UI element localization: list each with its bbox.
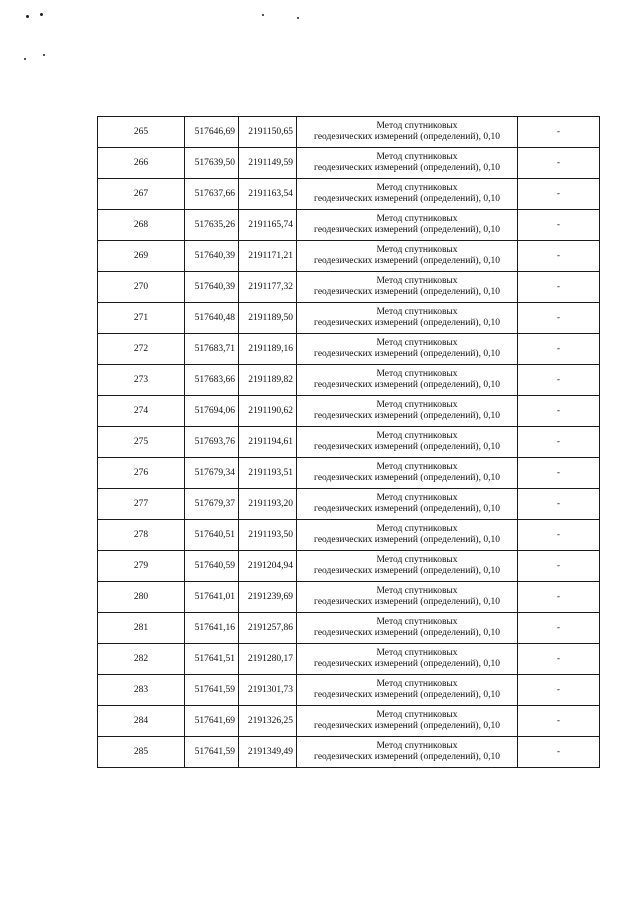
x-coordinate-cell: 517646,69 bbox=[185, 117, 239, 148]
table-row bbox=[98, 427, 600, 458]
method-line1: Метод спутниковых bbox=[376, 276, 458, 286]
table-row bbox=[98, 334, 600, 365]
point-number-cell: 281 bbox=[98, 613, 185, 644]
description-cell: - bbox=[518, 458, 600, 489]
point-number-cell: 271 bbox=[98, 303, 185, 334]
method-line1: Метод спутниковых bbox=[376, 617, 458, 627]
table-row bbox=[98, 272, 600, 303]
method-cell bbox=[297, 117, 518, 148]
scan-speck bbox=[40, 13, 43, 16]
table-row bbox=[98, 706, 600, 737]
method-cell bbox=[297, 210, 518, 241]
description-cell: - bbox=[518, 675, 600, 706]
x-coordinate-cell: 517641,01 bbox=[185, 582, 239, 613]
y-coordinate-cell: 2191189,16 bbox=[239, 334, 297, 365]
x-coordinate-cell: 517640,59 bbox=[185, 551, 239, 582]
description-cell: - bbox=[518, 582, 600, 613]
description-cell: - bbox=[518, 148, 600, 179]
table-row bbox=[98, 179, 600, 210]
method-cell bbox=[297, 551, 518, 582]
x-coordinate-cell: 517679,34 bbox=[185, 458, 239, 489]
y-coordinate-cell: 2191257,86 bbox=[239, 613, 297, 644]
x-coordinate-cell: 517639,50 bbox=[185, 148, 239, 179]
description-cell: - bbox=[518, 613, 600, 644]
method-line2: геодезических измерений (определений), 0,10 bbox=[314, 287, 500, 297]
x-coordinate-cell: 517683,66 bbox=[185, 365, 239, 396]
method-line1: Метод спутниковых bbox=[376, 369, 458, 379]
method-line2: геодезических измерений (определений), 0,10 bbox=[314, 411, 500, 421]
method-cell bbox=[297, 706, 518, 737]
y-coordinate-cell: 2191189,82 bbox=[239, 365, 297, 396]
description-cell: - bbox=[518, 520, 600, 551]
table-row bbox=[98, 613, 600, 644]
method-cell bbox=[297, 675, 518, 706]
method-cell bbox=[297, 737, 518, 768]
y-coordinate-cell: 2191280,17 bbox=[239, 644, 297, 675]
scan-speck bbox=[297, 17, 299, 19]
method-line1: Метод спутниковых bbox=[376, 710, 458, 720]
method-line2: геодезических измерений (определений), 0,10 bbox=[314, 659, 500, 669]
description-cell: - bbox=[518, 365, 600, 396]
method-cell bbox=[297, 303, 518, 334]
table-row bbox=[98, 241, 600, 272]
description-cell: - bbox=[518, 644, 600, 675]
method-line1: Метод спутниковых bbox=[376, 245, 458, 255]
table-row bbox=[98, 582, 600, 613]
description-cell: - bbox=[518, 489, 600, 520]
method-cell bbox=[297, 458, 518, 489]
x-coordinate-cell: 517635,26 bbox=[185, 210, 239, 241]
point-number-cell: 275 bbox=[98, 427, 185, 458]
point-number-cell: 269 bbox=[98, 241, 185, 272]
y-coordinate-cell: 2191165,74 bbox=[239, 210, 297, 241]
method-cell bbox=[297, 365, 518, 396]
table-row bbox=[98, 210, 600, 241]
point-number-cell: 265 bbox=[98, 117, 185, 148]
method-cell bbox=[297, 489, 518, 520]
point-number-cell: 285 bbox=[98, 737, 185, 768]
point-number-cell: 268 bbox=[98, 210, 185, 241]
y-coordinate-cell: 2191193,50 bbox=[239, 520, 297, 551]
table-row bbox=[98, 303, 600, 334]
description-cell: - bbox=[518, 241, 600, 272]
method-line1: Метод спутниковых bbox=[376, 679, 458, 689]
description-cell: - bbox=[518, 179, 600, 210]
method-line1: Метод спутниковых bbox=[376, 648, 458, 658]
method-line2: геодезических измерений (определений), 0,10 bbox=[314, 690, 500, 700]
method-line2: геодезических измерений (определений), 0,10 bbox=[314, 132, 500, 142]
y-coordinate-cell: 2191193,51 bbox=[239, 458, 297, 489]
method-cell bbox=[297, 272, 518, 303]
method-line2: геодезических измерений (определений), 0,10 bbox=[314, 535, 500, 545]
table-row bbox=[98, 489, 600, 520]
table-row bbox=[98, 551, 600, 582]
coordinates-table bbox=[97, 116, 600, 768]
point-number-cell: 280 bbox=[98, 582, 185, 613]
method-line2: геодезических измерений (определений), 0,10 bbox=[314, 349, 500, 359]
scan-speck bbox=[24, 58, 26, 60]
method-cell bbox=[297, 241, 518, 272]
x-coordinate-cell: 517694,06 bbox=[185, 396, 239, 427]
method-line1: Метод спутниковых bbox=[376, 214, 458, 224]
method-line1: Метод спутниковых bbox=[376, 431, 458, 441]
table-body bbox=[98, 117, 600, 768]
x-coordinate-cell: 517637,66 bbox=[185, 179, 239, 210]
method-cell bbox=[297, 613, 518, 644]
point-number-cell: 270 bbox=[98, 272, 185, 303]
method-line2: геодезических измерений (определений), 0,10 bbox=[314, 318, 500, 328]
description-cell: - bbox=[518, 737, 600, 768]
method-cell bbox=[297, 334, 518, 365]
y-coordinate-cell: 2191149,59 bbox=[239, 148, 297, 179]
y-coordinate-cell: 2191326,25 bbox=[239, 706, 297, 737]
table-row bbox=[98, 675, 600, 706]
method-cell bbox=[297, 427, 518, 458]
method-line2: геодезических измерений (определений), 0,10 bbox=[314, 225, 500, 235]
point-number-cell: 274 bbox=[98, 396, 185, 427]
description-cell: - bbox=[518, 210, 600, 241]
method-line2: геодезических измерений (определений), 0,10 bbox=[314, 442, 500, 452]
method-line2: геодезических измерений (определений), 0,10 bbox=[314, 473, 500, 483]
x-coordinate-cell: 517641,69 bbox=[185, 706, 239, 737]
description-cell: - bbox=[518, 427, 600, 458]
x-coordinate-cell: 517640,51 bbox=[185, 520, 239, 551]
point-number-cell: 278 bbox=[98, 520, 185, 551]
table-row bbox=[98, 148, 600, 179]
description-cell: - bbox=[518, 117, 600, 148]
point-number-cell: 282 bbox=[98, 644, 185, 675]
table-row bbox=[98, 644, 600, 675]
description-cell: - bbox=[518, 396, 600, 427]
y-coordinate-cell: 2191163,54 bbox=[239, 179, 297, 210]
x-coordinate-cell: 517641,59 bbox=[185, 737, 239, 768]
method-line1: Метод спутниковых bbox=[376, 462, 458, 472]
method-line2: геодезических измерений (определений), 0,10 bbox=[314, 256, 500, 266]
x-coordinate-cell: 517683,71 bbox=[185, 334, 239, 365]
method-line2: геодезических измерений (определений), 0,10 bbox=[314, 752, 500, 762]
method-line2: геодезических измерений (определений), 0,10 bbox=[314, 721, 500, 731]
method-line1: Метод спутниковых bbox=[376, 152, 458, 162]
x-coordinate-cell: 517641,51 bbox=[185, 644, 239, 675]
method-line1: Метод спутниковых bbox=[376, 400, 458, 410]
description-cell: - bbox=[518, 551, 600, 582]
method-line1: Метод спутниковых bbox=[376, 741, 458, 751]
method-line2: геодезических измерений (определений), 0,10 bbox=[314, 566, 500, 576]
point-number-cell: 276 bbox=[98, 458, 185, 489]
method-line1: Метод спутниковых bbox=[376, 338, 458, 348]
method-line1: Метод спутниковых bbox=[376, 493, 458, 503]
x-coordinate-cell: 517640,48 bbox=[185, 303, 239, 334]
method-line1: Метод спутниковых bbox=[376, 555, 458, 565]
y-coordinate-cell: 2191239,69 bbox=[239, 582, 297, 613]
table-row bbox=[98, 520, 600, 551]
x-coordinate-cell: 517640,39 bbox=[185, 241, 239, 272]
method-line2: геодезических измерений (определений), 0,10 bbox=[314, 194, 500, 204]
y-coordinate-cell: 2191204,94 bbox=[239, 551, 297, 582]
description-cell: - bbox=[518, 272, 600, 303]
y-coordinate-cell: 2191190,62 bbox=[239, 396, 297, 427]
x-coordinate-cell: 517640,39 bbox=[185, 272, 239, 303]
method-line1: Метод спутниковых bbox=[376, 121, 458, 131]
y-coordinate-cell: 2191193,20 bbox=[239, 489, 297, 520]
y-coordinate-cell: 2191171,21 bbox=[239, 241, 297, 272]
point-number-cell: 277 bbox=[98, 489, 185, 520]
y-coordinate-cell: 2191177,32 bbox=[239, 272, 297, 303]
x-coordinate-cell: 517693,76 bbox=[185, 427, 239, 458]
table-row bbox=[98, 737, 600, 768]
table-row bbox=[98, 396, 600, 427]
method-cell bbox=[297, 644, 518, 675]
table-row bbox=[98, 117, 600, 148]
x-coordinate-cell: 517641,16 bbox=[185, 613, 239, 644]
point-number-cell: 272 bbox=[98, 334, 185, 365]
point-number-cell: 266 bbox=[98, 148, 185, 179]
method-line2: геодезических измерений (определений), 0,10 bbox=[314, 380, 500, 390]
method-cell bbox=[297, 396, 518, 427]
table-row bbox=[98, 365, 600, 396]
method-line1: Метод спутниковых bbox=[376, 307, 458, 317]
description-cell: - bbox=[518, 303, 600, 334]
method-cell bbox=[297, 520, 518, 551]
point-number-cell: 283 bbox=[98, 675, 185, 706]
method-line1: Метод спутниковых bbox=[376, 183, 458, 193]
method-cell bbox=[297, 179, 518, 210]
y-coordinate-cell: 2191349,49 bbox=[239, 737, 297, 768]
y-coordinate-cell: 2191301,73 bbox=[239, 675, 297, 706]
y-coordinate-cell: 2191189,50 bbox=[239, 303, 297, 334]
scan-speck bbox=[43, 54, 45, 56]
method-cell bbox=[297, 148, 518, 179]
point-number-cell: 284 bbox=[98, 706, 185, 737]
x-coordinate-cell: 517679,37 bbox=[185, 489, 239, 520]
table-row bbox=[98, 458, 600, 489]
method-line2: геодезических измерений (определений), 0,10 bbox=[314, 597, 500, 607]
method-line1: Метод спутниковых bbox=[376, 586, 458, 596]
point-number-cell: 279 bbox=[98, 551, 185, 582]
method-line2: геодезических измерений (определений), 0,10 bbox=[314, 504, 500, 514]
scan-speck bbox=[262, 14, 264, 16]
point-number-cell: 273 bbox=[98, 365, 185, 396]
point-number-cell: 267 bbox=[98, 179, 185, 210]
y-coordinate-cell: 2191150,65 bbox=[239, 117, 297, 148]
description-cell: - bbox=[518, 706, 600, 737]
method-cell bbox=[297, 582, 518, 613]
description-cell: - bbox=[518, 334, 600, 365]
y-coordinate-cell: 2191194,61 bbox=[239, 427, 297, 458]
scan-speck bbox=[26, 15, 29, 18]
method-line2: геодезических измерений (определений), 0,10 bbox=[314, 628, 500, 638]
method-line1: Метод спутниковых bbox=[376, 524, 458, 534]
method-line2: геодезических измерений (определений), 0,10 bbox=[314, 163, 500, 173]
x-coordinate-cell: 517641,59 bbox=[185, 675, 239, 706]
